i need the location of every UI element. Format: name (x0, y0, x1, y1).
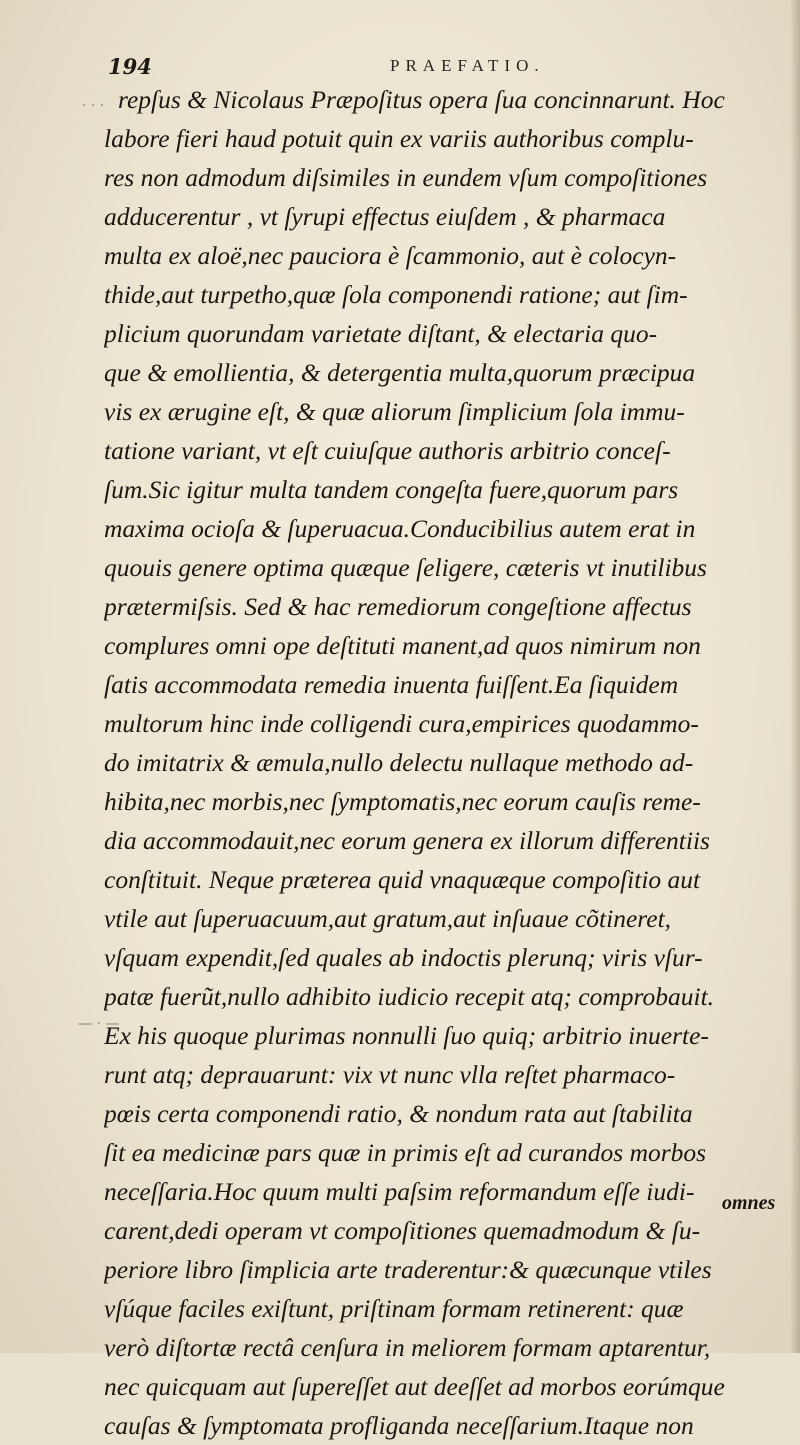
text-line: vſquam expendit,ſed quales ab indoctis plerunq; viris vſur- (104, 943, 703, 972)
text-line: runt atq; deprauarunt: vix vt nunc vlla reſtet pharmaco- (104, 1060, 676, 1089)
text-line: complures omni ope deſtituti manent,ad quos nimirum non (104, 631, 701, 660)
running-head: PRAEFATIO. (390, 56, 545, 75)
text-line: verò diſtortæ rectâ cenſura in meliorem formam aptarentur, (104, 1333, 711, 1362)
text-line: periore libro ſimplicia arte traderentur:& quæcunque vtiles (104, 1255, 712, 1284)
text-line: que & emollientia, & detergentia multa,quorum præcipua (104, 358, 696, 387)
text-line: quouis genere optima quæque ſeligere, cæteris vt inutilibus (104, 553, 707, 582)
text-line: vis ex ærugine eſt, & quæ aliorum ſimplicium ſola immu- (104, 397, 685, 426)
text-line: cauſas & ſymptomata profliganda neceſſarium.Itaque non (104, 1411, 694, 1440)
text-line: repſus & Nicolaus Præpoſitus opera ſua concinnarunt. Hoc (118, 85, 725, 114)
text-line: patæ fuerũt,nullo adhibito iudicio recepit atq; comprobauit. (104, 982, 715, 1011)
text-line: dia accommodauit,nec eorum genera ex illorum differentiis (104, 826, 710, 855)
page-number: 194 (108, 54, 152, 79)
text-line: Ex his quoque plurimas nonnulli ſuo quiq; arbitrio inuerte- (104, 1021, 709, 1050)
text-line: carent,dedi operam vt compoſitiones quemadmodum & ſu- (104, 1216, 701, 1245)
text-line: vſúque faciles exiſtunt, priſtinam formam retinerent: quæ (104, 1294, 684, 1323)
text-line: ſum.Sic igitur multa tandem congeſta fuere,quorum pars (104, 475, 679, 504)
text-line: maxima ocioſa & ſuperuacua.Conducibilius autem erat in (104, 514, 696, 543)
text-line: ſit ea medicinæ pars quæ in primis eſt ad curandos morbos (104, 1138, 707, 1167)
text-line: thide,aut turpetho,quæ ſola componendi ratione; aut ſim- (104, 280, 688, 309)
text-line: res non admodum diſsimiles in eundem vſum compoſitiones (104, 163, 708, 192)
text-line: multorum hinc inde colligendi cura,empirices quodammo- (104, 709, 699, 738)
text-line: plicium quorundam varietate diſtant, & electaria quo- (104, 319, 658, 348)
text-line: adducerentur , vt ſyrupi effectus eiuſdem , & pharmaca (104, 202, 666, 231)
margin-mark: — · — (78, 1016, 120, 1032)
text-line: nec quicquam aut ſupereſſet aut deeſſet ad morbos eorúmque (104, 1372, 725, 1401)
text-line: pœis certa componendi ratio, & nondum rata aut ſtabilita (104, 1099, 693, 1128)
text-line: multa ex aloë,nec pauciora è ſcammonio, aut è colocyn- (104, 241, 677, 270)
text-line: do imitatrix & æmula,nullo delectu nullaque methodo ad- (104, 748, 694, 777)
text-line: conſtituit. Neque præterea quid vnaquæque compoſitio aut (104, 865, 701, 894)
text-line: ſatis accommodata remedia inuenta fuiſſent.Ea ſiquidem (104, 670, 679, 699)
text-line: labore fieri haud potuit quin ex variis authoribus complu- (104, 124, 694, 153)
body-text (104, 80, 796, 1445)
text-line: hibita,nec morbis,nec ſymptomatis,nec eorum cauſis reme- (104, 787, 701, 816)
text-line: neceſſaria.Hoc quum multi paſsim reformandum eſſe iudi- (104, 1177, 695, 1206)
margin-mark: . . . (82, 94, 105, 110)
text-line: tatione variant, vt eſt cuiuſque authoris arbitrio conceſ- (104, 436, 671, 465)
catchword: omnes (722, 1192, 776, 1214)
text-line: vtile aut ſuperuacuum,aut gratum,aut inſuaue cõtineret, (104, 904, 672, 933)
text-line: prætermiſsis. Sed & hac remediorum congeſtione affectus (104, 592, 692, 621)
